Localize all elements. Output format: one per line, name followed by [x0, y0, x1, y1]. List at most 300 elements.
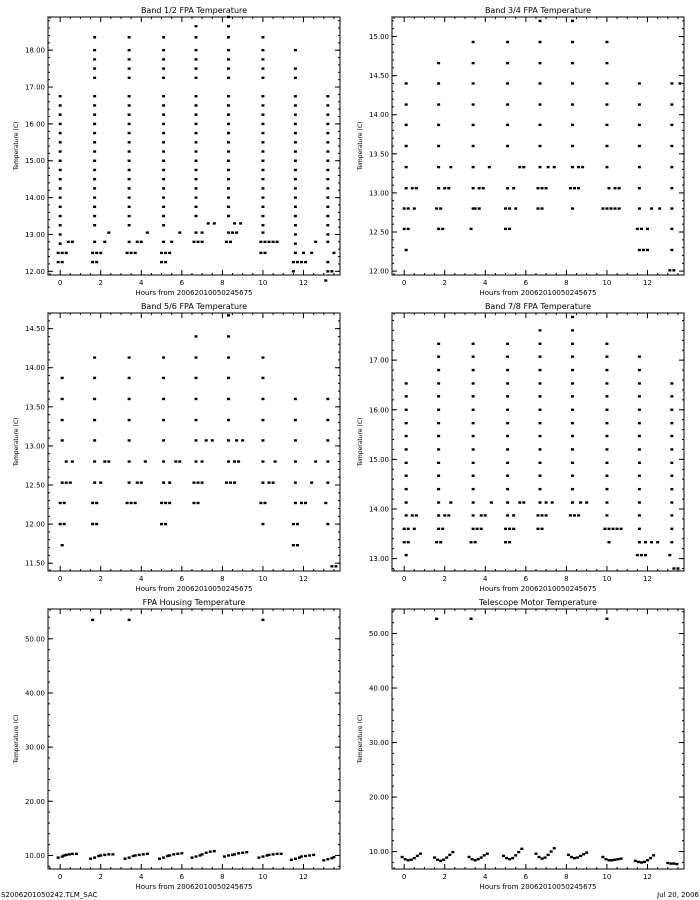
data-point	[67, 241, 70, 243]
data-point	[162, 169, 165, 171]
data-point	[138, 854, 141, 856]
data-point	[472, 528, 475, 530]
data-point	[502, 855, 505, 857]
data-point	[146, 231, 149, 233]
data-point	[128, 104, 131, 106]
data-point	[261, 855, 264, 857]
data-point	[638, 355, 641, 357]
x-tick-label: 12	[643, 279, 652, 287]
data-point	[71, 241, 74, 243]
data-point	[162, 160, 165, 162]
data-point	[612, 528, 615, 530]
data-point	[443, 514, 446, 516]
data-point	[227, 377, 230, 379]
data-point	[646, 228, 649, 230]
data-point	[162, 241, 165, 243]
data-point	[195, 160, 198, 162]
data-point	[676, 567, 679, 569]
data-point	[571, 448, 574, 450]
data-point	[539, 62, 542, 64]
data-point	[611, 859, 614, 861]
data-point	[296, 261, 299, 263]
data-point	[160, 252, 163, 254]
data-point	[178, 231, 181, 233]
data-point	[227, 113, 230, 115]
data-point	[239, 222, 242, 224]
data-point	[571, 41, 574, 43]
data-point	[294, 502, 297, 504]
data-point	[407, 859, 410, 861]
data-point	[472, 409, 475, 411]
data-point	[59, 523, 62, 525]
x-tick-label: 6	[523, 279, 529, 287]
data-point	[541, 857, 544, 859]
x-tick-label: 10	[602, 279, 612, 287]
data-point	[649, 857, 652, 859]
x-tick-label: 2	[98, 873, 103, 881]
data-point	[670, 145, 673, 147]
data-point	[128, 439, 131, 441]
data-point	[326, 241, 329, 243]
data-point	[670, 514, 673, 516]
data-point	[128, 206, 131, 208]
data-point	[437, 145, 440, 147]
data-point	[227, 196, 230, 198]
data-point	[170, 241, 173, 243]
data-point	[443, 187, 446, 189]
data-point	[642, 249, 645, 251]
data-point	[605, 435, 608, 437]
data-point	[437, 369, 440, 371]
data-point	[471, 858, 474, 860]
data-point	[656, 541, 659, 543]
data-point	[235, 231, 238, 233]
data-point	[294, 224, 297, 226]
data-point	[451, 851, 454, 853]
data-point	[93, 160, 96, 162]
data-point	[93, 67, 96, 69]
data-point	[294, 141, 297, 143]
data-point	[195, 58, 198, 60]
data-point	[670, 528, 673, 530]
data-point	[294, 858, 297, 860]
x-tick-label: 2	[442, 873, 447, 881]
data-point	[294, 242, 297, 244]
data-point	[59, 123, 62, 125]
data-point	[93, 58, 96, 60]
x-tick-label: 4	[483, 873, 488, 881]
data-point	[571, 369, 574, 371]
data-point	[488, 166, 491, 168]
data-point	[59, 178, 62, 180]
data-point	[227, 187, 230, 189]
x-tick-label: 6	[179, 873, 185, 881]
data-point	[401, 856, 404, 858]
data-point	[195, 377, 198, 379]
data-point	[474, 541, 477, 543]
data-point	[405, 501, 408, 503]
data-point	[326, 132, 329, 134]
data-point	[477, 858, 480, 860]
data-point	[506, 435, 509, 437]
data-point	[504, 207, 507, 209]
data-point	[65, 460, 68, 462]
data-point	[227, 314, 230, 316]
data-point	[195, 196, 198, 198]
data-point	[93, 187, 96, 189]
data-point	[508, 528, 511, 530]
data-point	[620, 857, 623, 859]
data-point	[472, 435, 475, 437]
data-point	[326, 150, 329, 152]
data-point	[605, 395, 608, 397]
y-tick-label: 30.00	[24, 743, 45, 752]
data-point	[437, 395, 440, 397]
data-point	[638, 514, 641, 516]
data-point	[162, 150, 165, 152]
data-point	[326, 215, 329, 217]
data-point	[514, 207, 517, 209]
data-point	[405, 488, 408, 490]
data-point	[59, 141, 62, 143]
data-point	[227, 356, 230, 358]
data-point	[223, 855, 226, 857]
x-tick-label: 4	[139, 279, 144, 287]
data-point	[261, 104, 264, 106]
data-point	[668, 554, 671, 556]
data-point	[638, 369, 641, 371]
x-tick-label: 0	[57, 873, 63, 881]
data-point	[205, 439, 208, 441]
data-point	[261, 619, 264, 621]
data-point	[326, 187, 329, 189]
data-point	[180, 852, 183, 854]
data-point	[472, 124, 475, 126]
data-point	[605, 82, 608, 84]
data-point	[195, 335, 198, 337]
data-point	[136, 241, 139, 243]
data-point	[518, 501, 521, 503]
data-point	[403, 528, 406, 530]
data-point	[93, 104, 96, 106]
data-point	[93, 481, 96, 483]
data-point	[326, 141, 329, 143]
data-point	[537, 187, 540, 189]
data-point	[128, 481, 131, 483]
data-point	[638, 422, 641, 424]
data-point	[130, 252, 133, 254]
data-point	[605, 124, 608, 126]
data-point	[237, 460, 240, 462]
data-point	[93, 169, 96, 171]
data-point	[407, 207, 410, 209]
data-point	[107, 231, 110, 233]
data-point	[197, 481, 200, 483]
data-point	[646, 859, 649, 861]
data-point	[472, 395, 475, 397]
data-point	[638, 395, 641, 397]
data-point	[195, 49, 198, 51]
data-point	[227, 215, 230, 217]
data-point	[472, 369, 475, 371]
data-point	[128, 95, 131, 97]
data-point	[407, 228, 410, 230]
data-point	[227, 169, 230, 171]
data-point	[195, 95, 198, 97]
data-point	[201, 241, 204, 243]
data-point	[128, 215, 131, 217]
plot-title: Band 5/6 FPA Temperature	[140, 302, 248, 311]
data-point	[168, 481, 171, 483]
data-point	[195, 398, 198, 400]
data-point	[261, 196, 264, 198]
data-point	[410, 859, 413, 861]
data-point	[652, 854, 655, 856]
y-tick-label: 16.00	[368, 406, 389, 415]
data-point	[678, 82, 681, 84]
data-point	[274, 460, 277, 462]
data-point	[449, 501, 452, 503]
data-point	[164, 261, 167, 263]
data-point	[571, 435, 574, 437]
data-point	[472, 145, 475, 147]
data-point	[539, 103, 542, 105]
data-point	[128, 160, 131, 162]
data-point	[672, 567, 675, 569]
data-point	[61, 377, 64, 379]
y-tick-label: 11.50	[24, 559, 45, 568]
x-tick-label: 8	[564, 279, 569, 287]
data-point	[332, 252, 335, 254]
data-point	[128, 398, 131, 400]
data-point	[227, 335, 230, 337]
data-point	[296, 544, 299, 546]
data-point	[577, 166, 580, 168]
data-point	[227, 123, 230, 125]
data-point	[636, 228, 639, 230]
data-point	[261, 95, 264, 97]
data-point	[59, 160, 62, 162]
data-point	[128, 58, 131, 60]
data-point	[134, 252, 137, 254]
data-point	[643, 861, 646, 863]
data-point	[435, 207, 438, 209]
data-point	[176, 853, 179, 855]
data-point	[670, 448, 673, 450]
data-point	[330, 270, 333, 272]
data-point	[474, 859, 477, 861]
data-point	[227, 141, 230, 143]
data-point	[472, 514, 475, 516]
data-point	[128, 36, 131, 38]
x-tick-label: 4	[483, 575, 488, 583]
data-point	[439, 860, 442, 862]
data-point	[59, 187, 62, 189]
data-point	[539, 448, 542, 450]
data-point	[71, 853, 74, 855]
data-point	[670, 103, 673, 105]
data-point	[91, 619, 94, 621]
data-point	[128, 224, 131, 226]
x-tick-label: 8	[564, 575, 569, 583]
data-point	[193, 241, 196, 243]
data-point	[227, 58, 230, 60]
data-point	[300, 502, 303, 504]
data-point	[261, 356, 264, 358]
data-point	[211, 439, 214, 441]
data-point	[506, 124, 509, 126]
data-point	[669, 862, 672, 864]
data-point	[505, 857, 508, 859]
data-point	[93, 77, 96, 79]
data-point	[326, 95, 329, 97]
x-tick-label: 4	[483, 279, 488, 287]
data-point	[75, 853, 78, 855]
plot-panel-1	[13, 6, 340, 297]
data-point	[447, 514, 450, 516]
plot-title: Band 7/8 FPA Temperature	[484, 302, 592, 311]
y-tick-label: 18.00	[24, 46, 45, 55]
data-point	[672, 862, 675, 864]
data-point	[195, 855, 198, 857]
data-point	[103, 854, 106, 856]
data-point	[93, 460, 96, 462]
data-point	[233, 460, 236, 462]
data-point	[670, 395, 673, 397]
data-point	[294, 123, 297, 125]
y-tick-label: 13.00	[24, 230, 45, 239]
data-point	[415, 187, 418, 189]
data-point	[294, 67, 297, 69]
data-point	[162, 206, 165, 208]
data-point	[91, 502, 94, 504]
data-point	[326, 419, 329, 421]
data-point	[670, 166, 673, 168]
data-point	[195, 150, 198, 152]
data-point	[294, 187, 297, 189]
y-tick-label: 13.00	[368, 189, 389, 198]
data-point	[437, 187, 440, 189]
data-point	[332, 856, 335, 858]
data-point	[610, 207, 613, 209]
data-point	[280, 853, 283, 855]
plot-frame	[392, 313, 684, 571]
data-point	[93, 206, 96, 208]
data-point	[472, 62, 475, 64]
data-point	[162, 215, 165, 217]
data-point	[638, 409, 641, 411]
data-point	[539, 422, 542, 424]
data-point	[314, 241, 317, 243]
data-point	[508, 541, 511, 543]
data-point	[93, 241, 96, 243]
data-point	[670, 435, 673, 437]
y-tick-label: 13.00	[368, 555, 389, 564]
data-point	[670, 409, 673, 411]
data-point	[604, 858, 607, 860]
data-point	[433, 856, 436, 858]
data-point	[573, 857, 576, 859]
data-point	[511, 857, 514, 859]
data-point	[437, 103, 440, 105]
data-point	[195, 77, 198, 79]
x-tick-label: 8	[564, 873, 569, 881]
data-point	[93, 178, 96, 180]
data-point	[582, 853, 585, 855]
y-tick-label: 14.00	[24, 194, 45, 203]
x-tick-label: 0	[401, 279, 407, 287]
data-point	[261, 132, 264, 134]
data-point	[506, 62, 509, 64]
data-point	[63, 502, 66, 504]
data-point	[638, 528, 641, 530]
data-point	[65, 481, 68, 483]
y-axis-label: Temperature (C)	[13, 121, 20, 171]
data-point	[59, 196, 62, 198]
data-point	[547, 166, 550, 168]
data-point	[197, 502, 200, 504]
data-point	[99, 854, 102, 856]
data-point	[472, 207, 475, 209]
data-point	[172, 853, 175, 855]
data-point	[405, 475, 408, 477]
data-point	[437, 514, 440, 516]
data-point	[472, 462, 475, 464]
data-point	[445, 856, 448, 858]
data-point	[326, 206, 329, 208]
data-point	[468, 856, 471, 858]
data-point	[472, 41, 475, 43]
data-point	[65, 854, 68, 856]
data-point	[436, 859, 439, 861]
data-point	[193, 502, 196, 504]
data-point	[294, 206, 297, 208]
data-point	[571, 329, 574, 331]
data-point	[168, 252, 171, 254]
data-point	[601, 207, 604, 209]
data-point	[638, 249, 641, 251]
data-point	[506, 82, 509, 84]
data-point	[666, 862, 669, 864]
data-point	[675, 863, 678, 865]
data-point	[227, 16, 230, 18]
x-axis-label: Hours from 20062010050245675	[479, 883, 597, 891]
data-point	[140, 481, 143, 483]
data-point	[472, 501, 475, 503]
data-point	[539, 82, 542, 84]
data-point	[539, 475, 542, 477]
data-point	[93, 141, 96, 143]
data-point	[128, 67, 131, 69]
data-point	[480, 528, 483, 530]
data-point	[517, 851, 520, 853]
data-point	[261, 419, 264, 421]
data-point	[506, 475, 509, 477]
data-point	[439, 541, 442, 543]
data-point	[128, 856, 131, 858]
data-point	[435, 541, 438, 543]
data-point	[164, 523, 167, 525]
data-point	[405, 187, 408, 189]
data-point	[93, 132, 96, 134]
y-tick-label: 15.00	[24, 157, 45, 166]
data-point	[640, 861, 643, 863]
data-point	[93, 398, 96, 400]
data-point	[61, 481, 64, 483]
y-tick-label: 15.00	[368, 455, 389, 464]
data-point	[261, 206, 264, 208]
data-point	[514, 854, 517, 856]
